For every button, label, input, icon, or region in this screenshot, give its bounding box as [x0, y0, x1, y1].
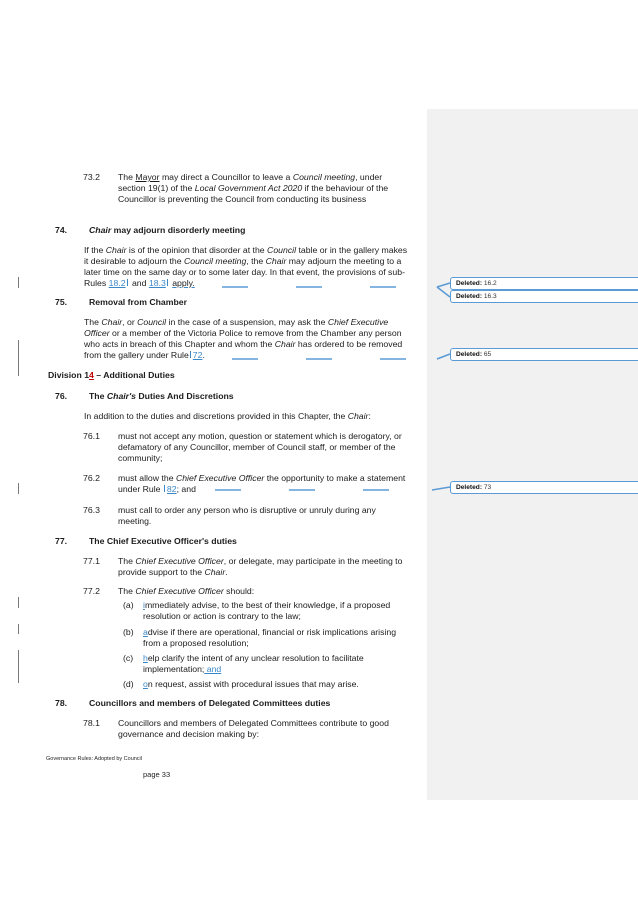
tracked-changes-markup-panel — [427, 109, 638, 800]
italic-term: Officer — [84, 328, 110, 338]
heading-number: 74. — [55, 225, 68, 235]
italic-term: Chair — [101, 317, 123, 327]
inserted-text-18-2: 18.2 — [108, 278, 126, 288]
change-bar — [18, 650, 19, 683]
italic-term: Chief Executive Officer — [175, 473, 265, 483]
deleted-text-anchor — [164, 485, 165, 492]
list-marker: (a) — [123, 600, 134, 610]
clause-text: must call to order any person who is disruptive or unruly during any meeting. — [118, 505, 376, 526]
heading-number: 75. — [55, 297, 68, 307]
list-item-a — [123, 600, 390, 622]
italic-term: Chair — [274, 339, 296, 349]
change-bar — [18, 624, 19, 634]
deleted-balloon-16-2[interactable]: Deleted: 16.2 — [450, 277, 638, 290]
heading-text: The Chief Executive Officer's duties — [89, 536, 237, 546]
clause-text: must allow the Chief Executive Officer the opportunity to make a statement under Rule 82; and — [118, 473, 406, 494]
clause-number: 77.2 — [83, 586, 100, 596]
heading-text: The Chair's Duties And Discretions — [89, 391, 234, 401]
italic-term: Chair — [347, 411, 369, 421]
heading-text: Removal from Chamber — [89, 297, 188, 307]
list-item-d — [123, 679, 359, 690]
list-text: help clarify the intent of any unclear resolution to facilitate implementation; and — [143, 653, 364, 674]
change-bar — [18, 277, 19, 288]
heading-78 — [55, 698, 330, 709]
inserted-letter: h — [143, 653, 148, 663]
inserted-text-18-3: 18.3 — [148, 278, 166, 288]
paragraph-76-intro: In addition to the duties and discretions provided in this Chapter, the Chair: — [84, 411, 371, 421]
italic-term: Council meeting — [292, 172, 356, 182]
division-heading: Division 14 – Additional Duties — [48, 370, 175, 380]
heading-74 — [55, 225, 245, 236]
clause-76-1 — [83, 431, 402, 464]
change-bar — [18, 340, 19, 376]
list-marker: (c) — [123, 653, 134, 663]
italic-term: Chair — [265, 256, 287, 266]
inserted-text-and: and — [204, 664, 222, 674]
italic-term: Chair — [204, 567, 226, 577]
paragraph-74: If the Chair is of the opinion that disorder at the Council table or in the gallery makes it desirable to adjourn the Council meeting, the Chair may adjourn the meeting to a later time on the same day or to some later day. In that event, the provisions of sub- Rules 18.2 and 18.3 apply. — [84, 245, 408, 288]
heading-text: Chair may adjourn disorderly meeting — [89, 225, 246, 235]
deleted-balloon-16-3[interactable]: Deleted: 16.3 — [450, 290, 638, 303]
clause-number: 76.3 — [83, 505, 100, 515]
deleted-balloon-73[interactable]: Deleted: 73 — [450, 481, 638, 494]
inserted-text-mayor: Mayor — [135, 172, 160, 182]
heading-number: 76. — [55, 391, 68, 401]
heading-76 — [55, 391, 234, 402]
list-marker: (b) — [123, 627, 134, 637]
deleted-balloon-65[interactable]: Deleted: 65 — [450, 348, 638, 361]
change-bar — [18, 483, 19, 494]
italic-term: Council — [267, 245, 297, 255]
list-item-c — [123, 653, 364, 675]
list-marker: (d) — [123, 679, 134, 689]
inserted-text-4: 4 — [89, 370, 94, 380]
clause-number: 77.1 — [83, 556, 100, 566]
list-text: advise if there are operational, financial or risk implications arising from a proposed resolution; — [143, 627, 397, 648]
clause-text: The Mayor may direct a Councillor to leave a Council meeting, under section 19(1) of the Local Government Act 2020 if the behaviour of the Councillor is preventing the Council from conducting its business — [118, 172, 389, 204]
clause-77-1 — [83, 556, 402, 578]
italic-term: Chair — [105, 245, 127, 255]
list-text: on request, assist with procedural issues that may arise. — [143, 679, 359, 689]
inserted-letter: i — [143, 600, 145, 610]
italic-term: Council meeting — [183, 256, 247, 266]
heading-77 — [55, 536, 237, 547]
clause-text: The Chief Executive Officer should: — [118, 586, 255, 596]
inserted-text-82: 82 — [166, 484, 177, 494]
heading-text: Councillors and members of Delegated Committees duties — [89, 698, 331, 708]
list-text: immediately advise, to the best of their knowledge, if a proposed resolution or action is contrary to the law; — [143, 600, 391, 621]
heading-number: 78. — [55, 698, 68, 708]
marked-text-apply: apply. — [172, 278, 195, 288]
italic-term: Chief Executive — [327, 317, 389, 327]
clause-number: 76.2 — [83, 473, 100, 483]
clause-number: 76.1 — [83, 431, 100, 441]
clause-text: The Chief Executive Officer, or delegate, may participate in the meeting to provide support to the Chair. — [118, 556, 403, 577]
clause-number: 78.1 — [83, 718, 100, 728]
clause-text: Councillors and members of Delegated Committees contribute to good governance and decision making by: — [118, 718, 389, 739]
clause-77-2 — [83, 586, 254, 597]
clause-text: must not accept any motion, question or statement which is derogatory, or defamatory of any Councillor, member of Council staff, or member of the community; — [118, 431, 402, 463]
list-item-b — [123, 627, 396, 649]
heading-75 — [55, 297, 187, 308]
clause-78-1 — [83, 718, 389, 740]
clause-number: 73.2 — [83, 172, 100, 182]
clause-73-2 — [83, 172, 388, 205]
clause-76-2 — [83, 473, 405, 495]
inserted-text-72: 72 — [192, 350, 203, 360]
clause-76-3 — [83, 505, 376, 527]
italic-term: Chief Executive Officer — [135, 586, 224, 596]
italic-term: Council — [137, 317, 167, 327]
italic-term: Local Government Act 2020 — [194, 183, 303, 193]
paragraph-75: The Chair, or Council in the case of a suspension, may ask the Chief Executive Officer or a member of the Victoria Police to remove from the Chamber any person who acts in breach of this Chapter and whom the Chair has ordered to be removed from the gallery under Rule 72. — [84, 317, 403, 360]
inserted-letter: a — [143, 627, 148, 637]
italic-term: Chief Executive Officer — [135, 556, 224, 566]
footer-document-title: Governance Rules: Adopted by Council — [46, 756, 143, 762]
deleted-text-anchor — [190, 351, 191, 358]
heading-number: 77. — [55, 536, 68, 546]
deleted-text-anchor — [127, 279, 128, 286]
footer-page-number: page 33 — [143, 770, 171, 779]
change-bar — [18, 597, 19, 608]
deleted-text-anchor — [167, 279, 168, 286]
inserted-letter: o — [143, 679, 148, 689]
